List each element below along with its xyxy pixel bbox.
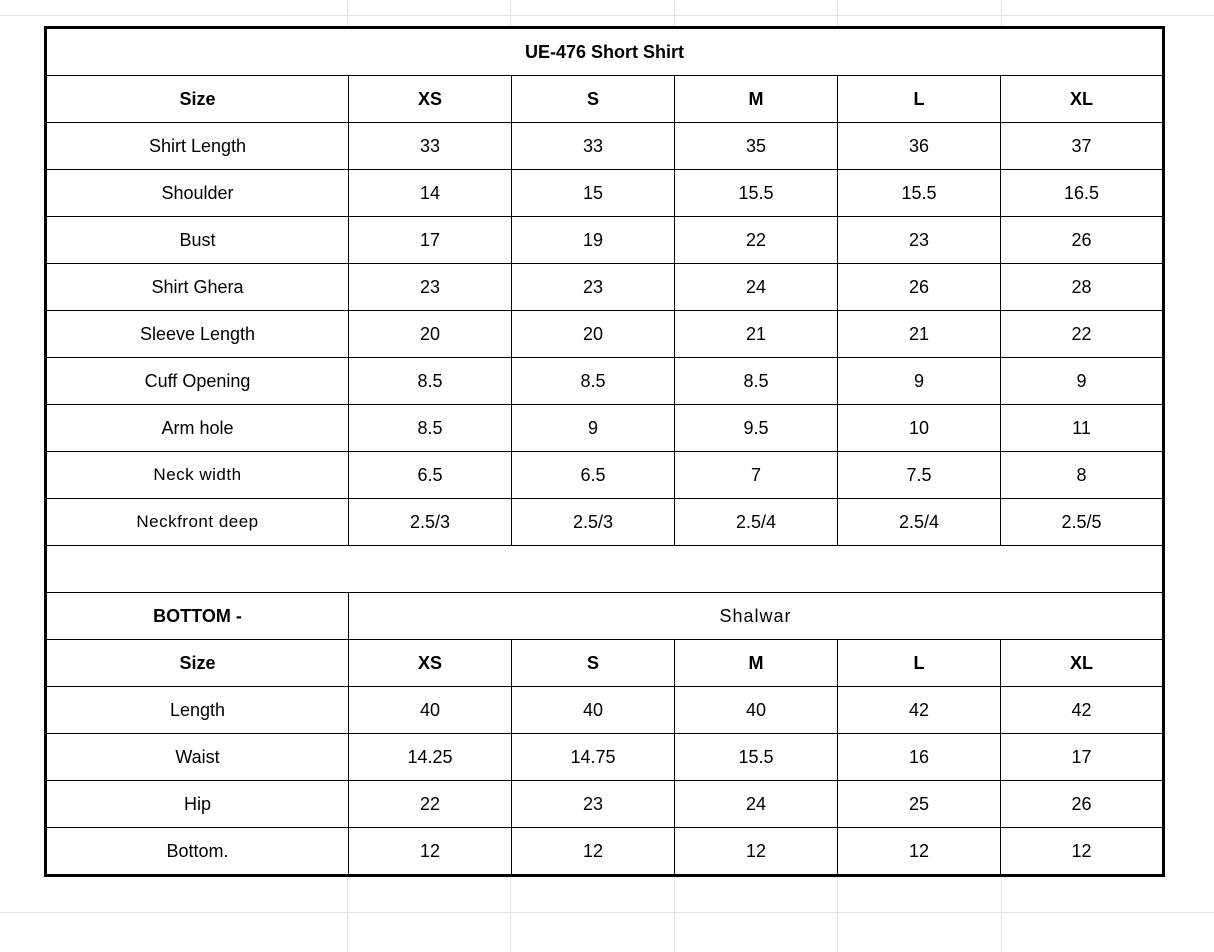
- bottom-value-cell[interactable]: 40: [675, 687, 838, 734]
- bottom-row: [46, 734, 1164, 781]
- shirt-value-cell[interactable]: 8: [1001, 452, 1164, 499]
- bottom-value-cell[interactable]: 12: [512, 828, 675, 876]
- title-row: [46, 28, 1164, 76]
- bottom-size-header-xl[interactable]: XL: [1001, 640, 1164, 687]
- shirt-row-label[interactable]: Neck width: [46, 452, 349, 499]
- bottom-value-cell[interactable]: 23: [512, 781, 675, 828]
- shirt-value-cell[interactable]: 10: [838, 405, 1001, 452]
- shirt-value-cell[interactable]: 8.5: [512, 358, 675, 405]
- bottom-type[interactable]: Shalwar: [349, 593, 1164, 640]
- shirt-size-header-row: [46, 76, 1164, 123]
- bottom-value-cell[interactable]: 24: [675, 781, 838, 828]
- bottom-size-header-s[interactable]: S: [512, 640, 675, 687]
- shirt-measurements: [46, 123, 1164, 546]
- shirt-value-cell[interactable]: 6.5: [349, 452, 512, 499]
- shirt-row: [46, 358, 1164, 405]
- shirt-value-cell[interactable]: 14: [349, 170, 512, 217]
- sheet-gridline: [0, 15, 1214, 16]
- shirt-row-label[interactable]: Shirt Ghera: [46, 264, 349, 311]
- shirt-value-cell[interactable]: 8.5: [349, 358, 512, 405]
- shirt-value-cell[interactable]: 11: [1001, 405, 1164, 452]
- shirt-row-label[interactable]: Cuff Opening: [46, 358, 349, 405]
- shirt-value-cell[interactable]: 23: [349, 264, 512, 311]
- bottom-value-cell[interactable]: 40: [349, 687, 512, 734]
- bottom-size-header-label[interactable]: Size: [46, 640, 349, 687]
- size-chart-table: [44, 26, 1165, 877]
- bottom-section-row: [46, 593, 1164, 640]
- shirt-value-cell[interactable]: 15.5: [675, 170, 838, 217]
- bottom-value-cell[interactable]: 42: [1001, 687, 1164, 734]
- bottom-value-cell[interactable]: 17: [1001, 734, 1164, 781]
- bottom-value-cell[interactable]: 25: [838, 781, 1001, 828]
- shirt-value-cell[interactable]: 17: [349, 217, 512, 264]
- shirt-value-cell[interactable]: 7: [675, 452, 838, 499]
- bottom-value-cell[interactable]: 42: [838, 687, 1001, 734]
- shirt-row-label[interactable]: Neckfront deep: [46, 499, 349, 546]
- shirt-value-cell[interactable]: 9: [1001, 358, 1164, 405]
- shirt-value-cell[interactable]: 7.5: [838, 452, 1001, 499]
- bottom-value-cell[interactable]: 14.75: [512, 734, 675, 781]
- shirt-row: [46, 217, 1164, 264]
- bottom-value-cell[interactable]: 12: [675, 828, 838, 876]
- shirt-value-cell[interactable]: 24: [675, 264, 838, 311]
- shirt-value-cell[interactable]: 23: [838, 217, 1001, 264]
- shirt-value-cell[interactable]: 2.5/3: [512, 499, 675, 546]
- shirt-value-cell[interactable]: 9: [512, 405, 675, 452]
- shirt-row: [46, 264, 1164, 311]
- bottom-value-cell[interactable]: 12: [838, 828, 1001, 876]
- bottom-value-cell[interactable]: 15.5: [675, 734, 838, 781]
- shirt-value-cell[interactable]: 9.5: [675, 405, 838, 452]
- bottom-size-header-row: [46, 640, 1164, 687]
- shirt-value-cell[interactable]: 2.5/5: [1001, 499, 1164, 546]
- shirt-value-cell[interactable]: 35: [675, 123, 838, 170]
- shirt-value-cell[interactable]: 33: [512, 123, 675, 170]
- shirt-row-label[interactable]: Bust: [46, 217, 349, 264]
- size-header-xs[interactable]: XS: [349, 76, 512, 123]
- bottom-value-cell[interactable]: 40: [512, 687, 675, 734]
- shirt-value-cell[interactable]: 6.5: [512, 452, 675, 499]
- bottom-value-cell[interactable]: 14.25: [349, 734, 512, 781]
- bottom-row-label[interactable]: Length: [46, 687, 349, 734]
- shirt-value-cell[interactable]: 20: [349, 311, 512, 358]
- bottom-row: [46, 687, 1164, 734]
- empty-cell[interactable]: [46, 546, 1164, 593]
- shirt-value-cell[interactable]: 26: [1001, 217, 1164, 264]
- shirt-value-cell[interactable]: 20: [512, 311, 675, 358]
- shirt-row-label[interactable]: Arm hole: [46, 405, 349, 452]
- shirt-row-label[interactable]: Shoulder: [46, 170, 349, 217]
- bottom-value-cell[interactable]: 12: [1001, 828, 1164, 876]
- shirt-row: [46, 170, 1164, 217]
- shirt-value-cell[interactable]: 36: [838, 123, 1001, 170]
- bottom-row: [46, 781, 1164, 828]
- shirt-value-cell[interactable]: 37: [1001, 123, 1164, 170]
- bottom-value-cell[interactable]: 26: [1001, 781, 1164, 828]
- shirt-value-cell[interactable]: 33: [349, 123, 512, 170]
- shirt-value-cell[interactable]: 16.5: [1001, 170, 1164, 217]
- shirt-value-cell[interactable]: 22: [675, 217, 838, 264]
- shirt-value-cell[interactable]: 15: [512, 170, 675, 217]
- bottom-row-label[interactable]: Waist: [46, 734, 349, 781]
- shirt-row-label[interactable]: Sleeve Length: [46, 311, 349, 358]
- sheet-gridline: [0, 912, 1214, 913]
- spacer-row: [46, 546, 1164, 593]
- shirt-row: [46, 452, 1164, 499]
- shirt-row-label[interactable]: Shirt Length: [46, 123, 349, 170]
- shirt-row: [46, 311, 1164, 358]
- shirt-row: [46, 405, 1164, 452]
- bottom-size-header-xs[interactable]: XS: [349, 640, 512, 687]
- shirt-value-cell[interactable]: 28: [1001, 264, 1164, 311]
- bottom-row-label[interactable]: Hip: [46, 781, 349, 828]
- bottom-section-label[interactable]: BOTTOM -: [46, 593, 349, 640]
- shirt-value-cell[interactable]: 21: [838, 311, 1001, 358]
- shirt-value-cell[interactable]: 21: [675, 311, 838, 358]
- shirt-value-cell[interactable]: 19: [512, 217, 675, 264]
- bottom-size-header-m[interactable]: M: [675, 640, 838, 687]
- shirt-value-cell[interactable]: 15.5: [838, 170, 1001, 217]
- bottom-row-label[interactable]: Bottom.: [46, 828, 349, 876]
- bottom-size-header-l[interactable]: L: [838, 640, 1001, 687]
- shirt-value-cell[interactable]: 2.5/4: [838, 499, 1001, 546]
- size-header-s[interactable]: S: [512, 76, 675, 123]
- size-header-l[interactable]: L: [838, 76, 1001, 123]
- size-header-xl[interactable]: XL: [1001, 76, 1164, 123]
- bottom-measurements: [46, 687, 1164, 876]
- shirt-value-cell[interactable]: 8.5: [675, 358, 838, 405]
- shirt-value-cell[interactable]: 22: [1001, 311, 1164, 358]
- shirt-value-cell[interactable]: 2.5/3: [349, 499, 512, 546]
- shirt-value-cell[interactable]: 26: [838, 264, 1001, 311]
- size-header-m[interactable]: M: [675, 76, 838, 123]
- shirt-value-cell[interactable]: 23: [512, 264, 675, 311]
- shirt-value-cell[interactable]: 9: [838, 358, 1001, 405]
- size-header-label[interactable]: Size: [46, 76, 349, 123]
- shirt-value-cell[interactable]: 2.5/4: [675, 499, 838, 546]
- chart-title[interactable]: UE-476 Short Shirt: [46, 28, 1164, 76]
- shirt-row: [46, 123, 1164, 170]
- bottom-value-cell[interactable]: 12: [349, 828, 512, 876]
- bottom-value-cell[interactable]: 16: [838, 734, 1001, 781]
- shirt-row: [46, 499, 1164, 546]
- bottom-row: [46, 828, 1164, 876]
- shirt-value-cell[interactable]: 8.5: [349, 405, 512, 452]
- bottom-value-cell[interactable]: 22: [349, 781, 512, 828]
